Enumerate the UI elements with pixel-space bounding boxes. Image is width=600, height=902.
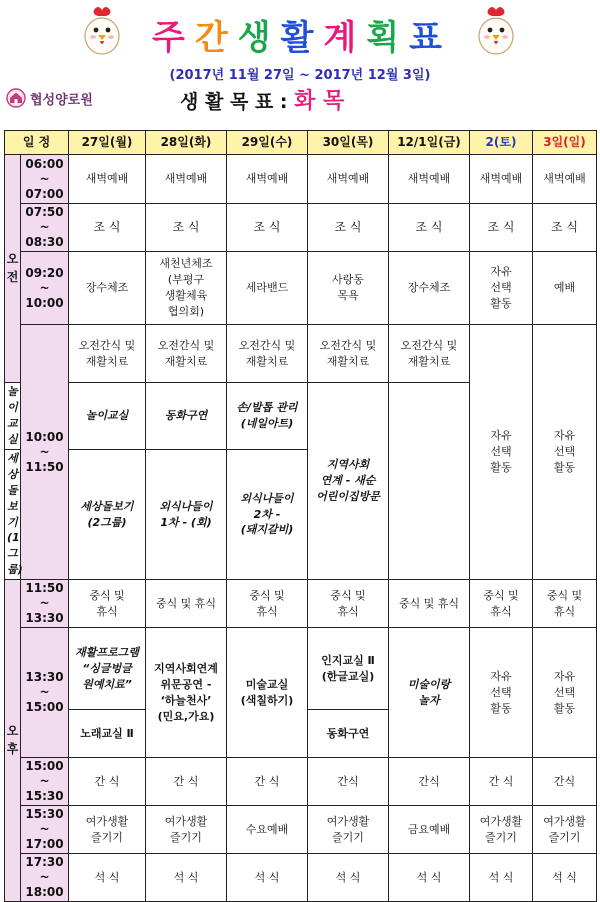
period-am: 오 전 bbox=[5, 155, 21, 383]
schedule-cell: 조 식 bbox=[227, 204, 308, 252]
table-row bbox=[5, 155, 597, 204]
table-row bbox=[5, 204, 597, 252]
time-slot: 07:50 ~ 08:30 bbox=[21, 204, 69, 252]
schedule-cell: 새벽예배 bbox=[308, 155, 389, 204]
schedule-cell: 세상돌보기 (2그룹) bbox=[69, 449, 146, 580]
schedule-cell: 수요예배 bbox=[227, 806, 308, 854]
schedule-cell: 놀이교실 bbox=[5, 383, 21, 450]
schedule-cell: 지역사회연계 위문공연 - ‘하늘천사’ (민요,가요) bbox=[146, 628, 227, 758]
time-slot: 13:30 ~ 15:00 bbox=[21, 628, 69, 758]
schedule-cell: 간 식 bbox=[227, 758, 308, 806]
schedule-cell: 중식 및 휴식 bbox=[470, 580, 533, 628]
time-slot: 06:00 ~ 07:00 bbox=[21, 155, 69, 204]
schedule-cell: 재활프로그램 “싱글벙글 원예치료” bbox=[69, 628, 146, 710]
schedule-cell: 오전간식 및 재활치료 bbox=[308, 325, 389, 383]
schedule-cell: 외식나들이 2차 - (돼지갈비) bbox=[227, 449, 308, 580]
weekly-schedule-table bbox=[4, 130, 597, 902]
schedule-cell: 지역사회 연계 - 새순 어린이집방문 bbox=[308, 383, 389, 580]
schedule-cell: 석 식 bbox=[69, 854, 146, 902]
life-goal bbox=[180, 84, 344, 115]
time-slot: 15:30 ~ 17:00 bbox=[21, 806, 69, 854]
schedule-cell: 손/발톱 관리 (네일아트) bbox=[227, 383, 308, 450]
schedule-cell: 예배 bbox=[533, 252, 597, 325]
title-char: 생 bbox=[237, 18, 277, 58]
period-pm: 오 후 bbox=[5, 580, 21, 902]
schedule-cell: 석 식 bbox=[146, 854, 227, 902]
schedule-cell: 조 식 bbox=[146, 204, 227, 252]
schedule-cell: 세상돌보기 (1그룹) bbox=[5, 449, 21, 580]
schedule-cell: 조 식 bbox=[308, 204, 389, 252]
table-row bbox=[5, 325, 597, 383]
schedule-cell: 자유 선택 활동 bbox=[533, 325, 597, 580]
page-header bbox=[0, 0, 600, 122]
schedule-cell: 조 식 bbox=[470, 204, 533, 252]
schedule-cell: 조 식 bbox=[533, 204, 597, 252]
schedule-cell: 중식 및 휴식 bbox=[533, 580, 597, 628]
goal-value: 화 목 bbox=[294, 89, 345, 114]
schedule-cell: 석 식 bbox=[308, 854, 389, 902]
schedule-cell: 새벽예배 bbox=[69, 155, 146, 204]
schedule-cell: 오전간식 및 재활치료 bbox=[146, 325, 227, 383]
schedule-cell: 장수체조 bbox=[389, 252, 470, 325]
schedule-cell: 자유 선택 활동 bbox=[470, 628, 533, 758]
schedule-cell: 미술이랑 놀자 bbox=[389, 628, 470, 758]
schedule-cell: 세라밴드 bbox=[227, 252, 308, 325]
schedule-cell: 사랑동 목욕 bbox=[308, 252, 389, 325]
schedule-cell: 간식 bbox=[389, 758, 470, 806]
goal-label: 생 활 목 표 : bbox=[180, 91, 288, 113]
schedule-cell: 중식 및 휴식 bbox=[227, 580, 308, 628]
schedule-cell: 노래교실 Ⅱ bbox=[69, 710, 146, 758]
schedule-cell: 석 식 bbox=[389, 854, 470, 902]
schedule-cell: 오전간식 및 재활치료 bbox=[227, 325, 308, 383]
time-slot: 10:00 ~ 11:50 bbox=[21, 325, 69, 580]
time-slot: 11:50 ~ 13:30 bbox=[21, 580, 69, 628]
table-row bbox=[5, 758, 597, 806]
schedule-cell: 조 식 bbox=[389, 204, 470, 252]
day-header-sunday: 3일(일) bbox=[533, 131, 597, 155]
schedule-cell: 새벽예배 bbox=[470, 155, 533, 204]
title-char: 활 bbox=[280, 18, 320, 58]
schedule-cell: 금요예배 bbox=[389, 806, 470, 854]
table-header-row bbox=[5, 131, 597, 155]
schedule-cell: 새천년체조 (부평구 생활체육 협의회) bbox=[146, 252, 227, 325]
schedule-cell: 놀이교실 bbox=[69, 383, 146, 450]
schedule-cell: 자유 선택 활동 bbox=[470, 252, 533, 325]
schedule-cell: 간 식 bbox=[470, 758, 533, 806]
schedule-cell: 인지교실 Ⅱ (한글교실) bbox=[308, 628, 389, 710]
schedule-cell: 중식 및 휴식 bbox=[308, 580, 389, 628]
schedule-cell: 자유 선택 활동 bbox=[533, 628, 597, 758]
day-header-saturday: 2(토) bbox=[470, 131, 533, 155]
schedule-cell: 간 식 bbox=[146, 758, 227, 806]
table-row bbox=[5, 854, 597, 902]
schedule-cell: 간식 bbox=[533, 758, 597, 806]
day-header: 30일(목) bbox=[308, 131, 389, 155]
table-row bbox=[5, 580, 597, 628]
time-slot: 09:20 ~ 10:00 bbox=[21, 252, 69, 325]
table-row bbox=[5, 628, 597, 710]
title-char: 주 bbox=[151, 18, 191, 58]
day-header: 29일(수) bbox=[227, 131, 308, 155]
schedule-cell: 외식나들이 1차 - (회) bbox=[146, 449, 227, 580]
schedule-cell: 여가생활 즐기기 bbox=[470, 806, 533, 854]
day-header: 28일(화) bbox=[146, 131, 227, 155]
time-slot: 15:00 ~ 15:30 bbox=[21, 758, 69, 806]
schedule-cell: 새벽예배 bbox=[533, 155, 597, 204]
schedule-cell: 새벽예배 bbox=[146, 155, 227, 204]
corner-header: 일 정 bbox=[5, 131, 69, 155]
title-char: 획 bbox=[366, 18, 406, 58]
title-char: 표 bbox=[409, 18, 448, 58]
schedule-cell: 중식 및 휴식 bbox=[389, 580, 470, 628]
schedule-cell: 간 식 bbox=[69, 758, 146, 806]
schedule-cell: 석 식 bbox=[470, 854, 533, 902]
organization-name: 협성양로원 bbox=[30, 92, 93, 108]
schedule-cell: 동화구연 bbox=[308, 710, 389, 758]
schedule-cell: 간식 bbox=[308, 758, 389, 806]
date-range: (2017년 11월 27일 ~ 2017년 12월 3일) bbox=[169, 68, 431, 83]
schedule-cell: 여가생활 즐기기 bbox=[146, 806, 227, 854]
schedule-cell: 오전간식 및 재활치료 bbox=[389, 325, 470, 383]
schedule-cell: 자유 선택 활동 bbox=[470, 325, 533, 580]
schedule-cell: 여가생활 즐기기 bbox=[533, 806, 597, 854]
house-logo-icon bbox=[6, 88, 26, 108]
schedule-cell: 오전간식 및 재활치료 bbox=[69, 325, 146, 383]
schedule-cell: 여가생활 즐기기 bbox=[69, 806, 146, 854]
schedule-cell: 중식 및 휴식 bbox=[69, 580, 146, 628]
table-row bbox=[5, 252, 597, 325]
day-header: 12/1일(금) bbox=[389, 131, 470, 155]
schedule-cell: 미술교실 (색칠하기) bbox=[227, 628, 308, 758]
schedule-cell: 새벽예배 bbox=[389, 155, 470, 204]
schedule-cell: 석 식 bbox=[533, 854, 597, 902]
schedule-cell: 장수체조 bbox=[69, 252, 146, 325]
organization-logo bbox=[6, 88, 93, 108]
time-slot: 17:30 ~ 18:00 bbox=[21, 854, 69, 902]
table-row bbox=[5, 806, 597, 854]
title-char: 간 bbox=[194, 18, 234, 58]
schedule-cell: 중식 및 휴식 bbox=[146, 580, 227, 628]
schedule-cell: 석 식 bbox=[227, 854, 308, 902]
schedule-cell: 새벽예배 bbox=[227, 155, 308, 204]
schedule-cell: 조 식 bbox=[69, 204, 146, 252]
day-header: 27일(월) bbox=[69, 131, 146, 155]
page-title bbox=[0, 10, 600, 59]
schedule-cell: 동화구연 bbox=[146, 383, 227, 450]
schedule-cell: 여가생활 즐기기 bbox=[308, 806, 389, 854]
title-char: 계 bbox=[323, 18, 363, 58]
